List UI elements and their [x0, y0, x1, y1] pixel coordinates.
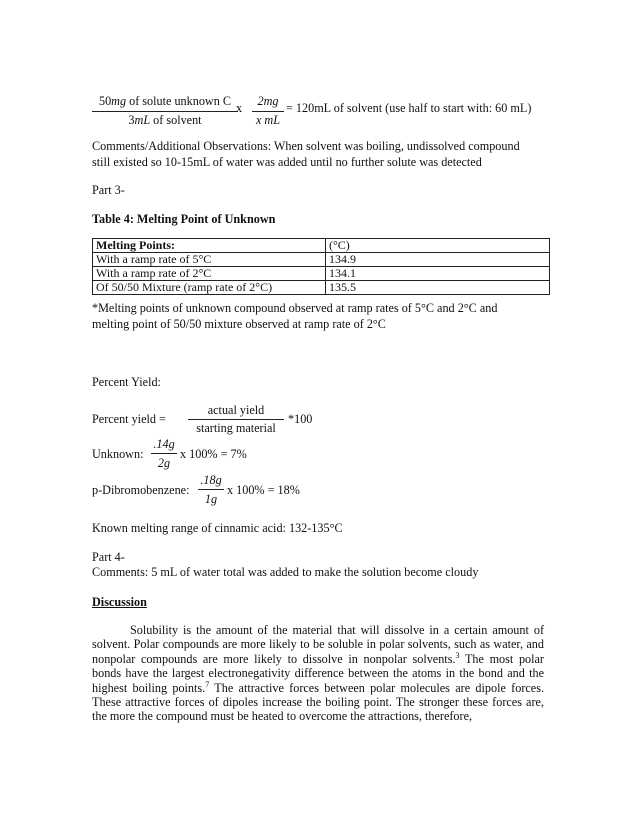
part-4-label: Part 4-: [92, 550, 125, 564]
table-cell: With a ramp rate of 5°C: [93, 253, 326, 267]
percent-yield-formula-numerator: actual yield: [207, 403, 265, 417]
pdb-fraction-bar: [198, 489, 224, 490]
discussion-paragraph: [92, 623, 544, 724]
part-3-label: Part 3-: [92, 183, 125, 197]
melting-point-table: [92, 238, 550, 295]
discussion-heading: Discussion: [92, 595, 147, 609]
equation-fraction-bar-2: [252, 111, 284, 112]
equation-denominator-1: 3mL of solvent: [128, 113, 202, 127]
unknown-numerator: .14g: [153, 437, 175, 451]
percent-yield-formula-multiplier: *100: [288, 412, 313, 426]
table-cell: With a ramp rate of 2°C: [93, 267, 326, 281]
equation-denominator-2: x mL: [255, 113, 281, 127]
pdb-result: x 100% = 18%: [227, 483, 300, 497]
pdb-denominator: 1g: [204, 492, 218, 506]
unknown-fraction-bar: [151, 453, 177, 454]
citation-7: 7: [205, 679, 210, 689]
unknown-denominator: 2g: [157, 456, 171, 470]
known-melting-range: Known melting range of cinnamic acid: 132-135°C: [92, 521, 343, 535]
percent-yield-heading: Percent Yield:: [92, 375, 161, 389]
equation-times: x: [236, 101, 243, 115]
discussion-sentence-2: The most polar bonds have the largest electronegativity difference between the atoms in the bond and the highest boiling points.: [92, 651, 544, 695]
part-4-comments: Comments: 5 mL of water total was added to make the solution become cloudy: [92, 565, 479, 579]
percent-yield-fraction-bar: [188, 419, 284, 420]
table-cell: 135.5: [326, 281, 550, 295]
comments-line-2: still existed so 10-15mL of water was added until no further solute was detected: [92, 155, 482, 169]
table-4-title: Table 4: Melting Point of Unknown: [92, 212, 276, 226]
equation-fraction-bar-1: [92, 111, 238, 112]
equation-result: = 120mL of solvent (use half to start with: 60 mL): [286, 101, 532, 115]
discussion-sentence-1: Solubility is the amount of the material that will dissolve in a certain amount of solvent. Polar compounds are more likely to be soluble in polar solvents, such as water, and nonpolar compounds are more likely to dissolve in nonpolar solvents.: [92, 623, 544, 666]
table-cell: Of 50/50 Mixture (ramp rate of 2°C): [93, 281, 326, 295]
table-row: [93, 267, 550, 281]
equation-numerator-2: 2mg: [257, 94, 279, 108]
unknown-result: x 100% = 7%: [180, 447, 247, 461]
pdb-label: p-Dibromobenzene:: [92, 483, 190, 497]
unknown-label: Unknown:: [92, 447, 144, 461]
discussion-sentence-3: The attractive forces between polar molecules are dipole forces. These attractive forces of dipoles increase the boiling point. The stronger these forces are, the more the compound must be heated to overcome the attractions, therefore,: [92, 680, 544, 724]
table-header-cell: Melting Points:: [93, 239, 326, 253]
table-row: [93, 253, 550, 267]
comments-line-1: Comments/Additional Observations: When solvent was boiling, undissolved compound: [92, 139, 520, 153]
percent-yield-formula-label: Percent yield =: [92, 412, 166, 426]
table-cell: 134.1: [326, 267, 550, 281]
table-row: [93, 281, 550, 295]
citation-3: 3: [455, 650, 460, 660]
percent-yield-formula-denominator: starting material: [196, 421, 276, 435]
table-note-line-1: *Melting points of unknown compound observed at ramp rates of 5°C and 2°C and: [92, 301, 498, 315]
table-cell: 134.9: [326, 253, 550, 267]
table-header-cell: (°C): [326, 239, 550, 253]
pdb-numerator: .18g: [200, 473, 222, 487]
table-note-line-2: melting point of 50/50 mixture observed at ramp rate of 2°C: [92, 317, 386, 331]
equation-numerator-1: 50mg of solute unknown C: [98, 94, 232, 108]
table-header-row: [93, 239, 550, 253]
